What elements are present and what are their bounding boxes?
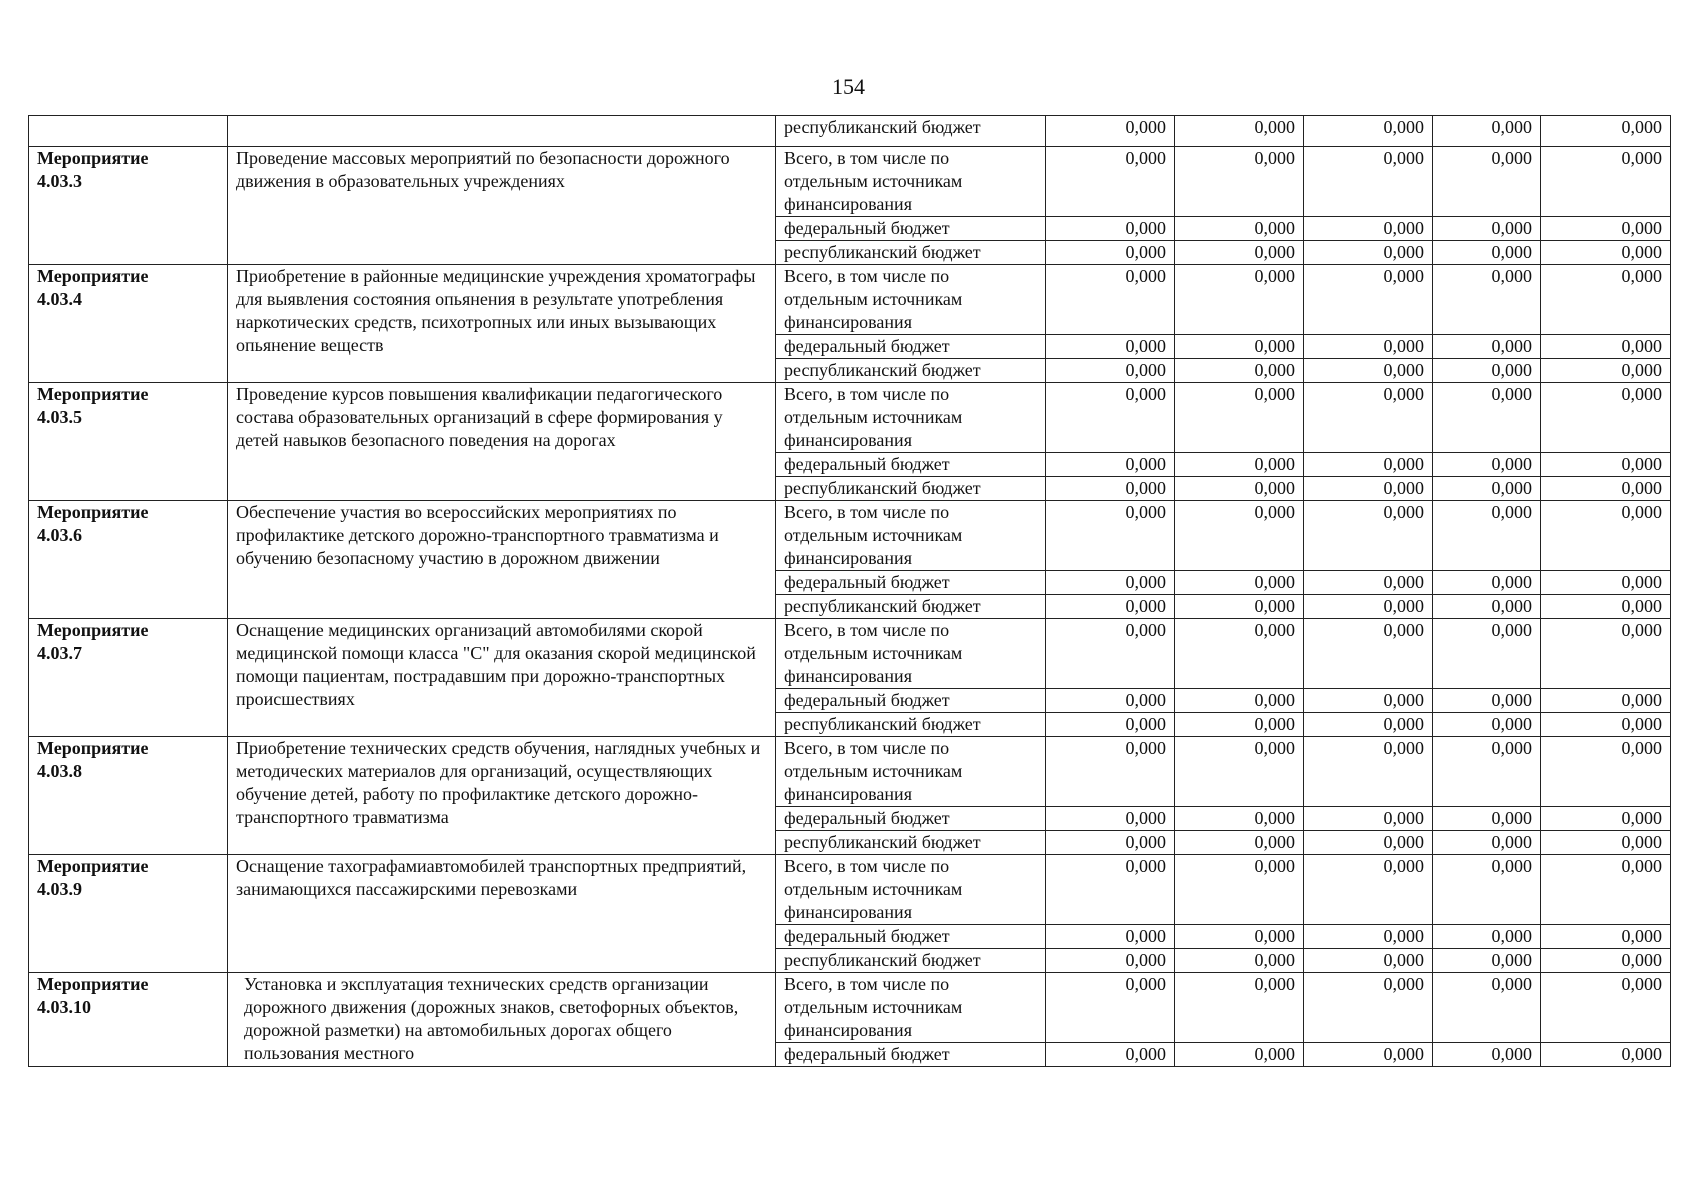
amount-cell: 0,000: [1304, 713, 1433, 737]
amount-cell: 0,000: [1046, 1043, 1175, 1067]
amount-cell: 0,000: [1304, 855, 1433, 925]
amount-cell: 0,000: [1541, 1043, 1671, 1067]
amount-cell: 0,000: [1433, 737, 1541, 807]
amount-cell: 0,000: [1175, 241, 1304, 265]
funding-source: республиканский бюджет: [776, 713, 1046, 737]
amount-cell: 0,000: [1541, 453, 1671, 477]
amount-cell: 0,000: [1304, 265, 1433, 335]
funding-source: республиканский бюджет: [776, 116, 1046, 147]
amount-cell: 0,000: [1541, 737, 1671, 807]
amount-cell: 0,000: [1046, 713, 1175, 737]
amount-cell: 0,000: [1175, 335, 1304, 359]
amount-cell: 0,000: [1175, 383, 1304, 453]
measure-code-cell: [29, 147, 228, 265]
amount-cell: 0,000: [1304, 595, 1433, 619]
amount-cell: 0,000: [1175, 689, 1304, 713]
amount-cell: 0,000: [1541, 335, 1671, 359]
funding-source: республиканский бюджет: [776, 241, 1046, 265]
amount-cell: 0,000: [1433, 335, 1541, 359]
amount-cell: 0,000: [1541, 619, 1671, 689]
amount-cell: 0,000: [1433, 241, 1541, 265]
measure-code-label: Мероприятие: [37, 974, 149, 994]
measure-code-number: 4.03.4: [37, 289, 82, 309]
amount-cell: 0,000: [1433, 571, 1541, 595]
amount-cell: 0,000: [1304, 619, 1433, 689]
measure-description: Оснащение тахографамиавтомобилей транспортных предприятий, занимающихся пассажирскими перевозками: [228, 855, 776, 973]
amount-cell: 0,000: [1541, 807, 1671, 831]
amount-cell: 0,000: [1541, 383, 1671, 453]
table-row: [29, 116, 1671, 147]
amount-cell: 0,000: [1046, 335, 1175, 359]
amount-cell: 0,000: [1541, 571, 1671, 595]
measure-code-label: Мероприятие: [37, 502, 149, 522]
amount-cell: 0,000: [1304, 973, 1433, 1043]
amount-cell: 0,000: [1175, 453, 1304, 477]
measure-code-cell: [29, 116, 228, 147]
amount-cell: 0,000: [1304, 241, 1433, 265]
amount-cell: 0,000: [1433, 116, 1541, 147]
amount-cell: 0,000: [1541, 831, 1671, 855]
amount-cell: 0,000: [1175, 265, 1304, 335]
amount-cell: 0,000: [1046, 571, 1175, 595]
amount-cell: 0,000: [1304, 949, 1433, 973]
amount-cell: 0,000: [1433, 949, 1541, 973]
amount-cell: 0,000: [1304, 453, 1433, 477]
measure-code-label: Мероприятие: [37, 266, 149, 286]
amount-cell: 0,000: [1541, 265, 1671, 335]
amount-cell: 0,000: [1175, 713, 1304, 737]
funding-source: Всего, в том числе по отдельным источникам финансирования: [776, 265, 1046, 335]
amount-cell: 0,000: [1304, 335, 1433, 359]
measure-code-label: Мероприятие: [37, 738, 149, 758]
budget-table-body: [29, 116, 1671, 1067]
measure-code-number: 4.03.3: [37, 171, 82, 191]
amount-cell: 0,000: [1175, 147, 1304, 217]
measure-code-number: 4.03.9: [37, 879, 82, 899]
table-row: [29, 501, 1671, 571]
funding-source: республиканский бюджет: [776, 949, 1046, 973]
measure-code-number: 4.03.10: [37, 997, 91, 1017]
measure-code-label: Мероприятие: [37, 384, 149, 404]
amount-cell: 0,000: [1433, 689, 1541, 713]
amount-cell: 0,000: [1175, 477, 1304, 501]
table-row: [29, 147, 1671, 217]
funding-source: федеральный бюджет: [776, 925, 1046, 949]
amount-cell: 0,000: [1304, 807, 1433, 831]
amount-cell: 0,000: [1433, 925, 1541, 949]
measure-description-cell: [228, 116, 776, 147]
amount-cell: 0,000: [1175, 595, 1304, 619]
funding-source: федеральный бюджет: [776, 689, 1046, 713]
measure-code-label: Мероприятие: [37, 620, 149, 640]
measure-code-cell: [29, 383, 228, 501]
amount-cell: 0,000: [1541, 501, 1671, 571]
amount-cell: 0,000: [1304, 217, 1433, 241]
measure-code-cell: [29, 737, 228, 855]
amount-cell: 0,000: [1304, 383, 1433, 453]
measure-code-number: 4.03.7: [37, 643, 82, 663]
measure-description: Приобретение технических средств обучения, наглядных учебных и методических материалов для организаций, осуществляющих обучение детей, работу по профилактике детского дорожно-транспортного травматизма: [228, 737, 776, 855]
measure-code-cell: [29, 501, 228, 619]
amount-cell: 0,000: [1541, 973, 1671, 1043]
amount-cell: 0,000: [1304, 477, 1433, 501]
funding-source: республиканский бюджет: [776, 595, 1046, 619]
amount-cell: 0,000: [1046, 383, 1175, 453]
amount-cell: 0,000: [1046, 831, 1175, 855]
amount-cell: 0,000: [1304, 147, 1433, 217]
amount-cell: 0,000: [1433, 1043, 1541, 1067]
amount-cell: 0,000: [1541, 949, 1671, 973]
table-row: [29, 737, 1671, 807]
amount-cell: 0,000: [1433, 619, 1541, 689]
measure-code-label: Мероприятие: [37, 148, 149, 168]
amount-cell: 0,000: [1046, 595, 1175, 619]
amount-cell: 0,000: [1175, 501, 1304, 571]
funding-source: федеральный бюджет: [776, 217, 1046, 241]
amount-cell: 0,000: [1175, 973, 1304, 1043]
amount-cell: 0,000: [1046, 217, 1175, 241]
amount-cell: 0,000: [1046, 855, 1175, 925]
amount-cell: 0,000: [1433, 831, 1541, 855]
funding-source: Всего, в том числе по отдельным источникам финансирования: [776, 737, 1046, 807]
amount-cell: 0,000: [1433, 973, 1541, 1043]
amount-cell: 0,000: [1304, 831, 1433, 855]
amount-cell: 0,000: [1175, 925, 1304, 949]
measure-code-number: 4.03.6: [37, 525, 82, 545]
amount-cell: 0,000: [1304, 571, 1433, 595]
amount-cell: 0,000: [1433, 713, 1541, 737]
funding-source: федеральный бюджет: [776, 1043, 1046, 1067]
measure-code-number: 4.03.8: [37, 761, 82, 781]
amount-cell: 0,000: [1046, 147, 1175, 217]
amount-cell: 0,000: [1541, 116, 1671, 147]
amount-cell: 0,000: [1541, 241, 1671, 265]
page-number: 154: [832, 74, 865, 99]
measure-code-cell: [29, 265, 228, 383]
amount-cell: 0,000: [1433, 501, 1541, 571]
amount-cell: 0,000: [1541, 595, 1671, 619]
table-row: [29, 855, 1671, 925]
amount-cell: 0,000: [1433, 265, 1541, 335]
amount-cell: 0,000: [1046, 689, 1175, 713]
amount-cell: 0,000: [1433, 477, 1541, 501]
amount-cell: 0,000: [1541, 217, 1671, 241]
amount-cell: 0,000: [1175, 831, 1304, 855]
amount-cell: 0,000: [1433, 359, 1541, 383]
amount-cell: 0,000: [1046, 949, 1175, 973]
measure-description: Приобретение в районные медицинские учреждения хроматографы для выявления состояния опьянения в результате употребления наркотических средств, психотропных или иных вызывающих опьянение веществ: [228, 265, 776, 383]
amount-cell: 0,000: [1175, 116, 1304, 147]
funding-source: федеральный бюджет: [776, 335, 1046, 359]
funding-source: республиканский бюджет: [776, 359, 1046, 383]
measure-code-cell: [29, 855, 228, 973]
amount-cell: 0,000: [1304, 689, 1433, 713]
table-row: [29, 973, 1671, 1043]
funding-source: республиканский бюджет: [776, 477, 1046, 501]
amount-cell: 0,000: [1433, 453, 1541, 477]
amount-cell: 0,000: [1175, 1043, 1304, 1067]
budget-table: [28, 115, 1671, 1067]
measure-description: Проведение массовых мероприятий по безопасности дорожного движения в образовательных учреждениях: [228, 147, 776, 265]
amount-cell: 0,000: [1175, 855, 1304, 925]
amount-cell: 0,000: [1433, 147, 1541, 217]
amount-cell: 0,000: [1541, 855, 1671, 925]
measure-code-label: Мероприятие: [37, 856, 149, 876]
amount-cell: 0,000: [1541, 359, 1671, 383]
amount-cell: 0,000: [1541, 713, 1671, 737]
amount-cell: 0,000: [1175, 949, 1304, 973]
amount-cell: 0,000: [1046, 973, 1175, 1043]
funding-source: Всего, в том числе по отдельным источникам финансирования: [776, 383, 1046, 453]
funding-source: Всего, в том числе по отдельным источникам финансирования: [776, 147, 1046, 217]
amount-cell: 0,000: [1175, 807, 1304, 831]
amount-cell: 0,000: [1304, 925, 1433, 949]
funding-source: федеральный бюджет: [776, 453, 1046, 477]
measure-description: Установка и эксплуатация технических средств организации дорожного движения (дорожных знаков, светофорных объектов, дорожной разметки) на автомобильных дорогах общего пользования местного: [228, 973, 776, 1067]
amount-cell: 0,000: [1046, 265, 1175, 335]
funding-source: Всего, в том числе по отдельным источникам финансирования: [776, 619, 1046, 689]
amount-cell: 0,000: [1175, 737, 1304, 807]
amount-cell: 0,000: [1046, 619, 1175, 689]
amount-cell: 0,000: [1046, 241, 1175, 265]
amount-cell: 0,000: [1433, 855, 1541, 925]
amount-cell: 0,000: [1046, 359, 1175, 383]
table-row: [29, 265, 1671, 335]
amount-cell: 0,000: [1433, 807, 1541, 831]
amount-cell: 0,000: [1175, 619, 1304, 689]
amount-cell: 0,000: [1304, 359, 1433, 383]
funding-source: Всего, в том числе по отдельным источникам финансирования: [776, 855, 1046, 925]
amount-cell: 0,000: [1433, 595, 1541, 619]
measure-code-cell: [29, 619, 228, 737]
funding-source: Всего, в том числе по отдельным источникам финансирования: [776, 501, 1046, 571]
table-row: [29, 619, 1671, 689]
funding-source: федеральный бюджет: [776, 571, 1046, 595]
amount-cell: 0,000: [1541, 147, 1671, 217]
amount-cell: 0,000: [1046, 925, 1175, 949]
measure-description: Обеспечение участия во всероссийских мероприятиях по профилактике детского дорожно-транспортного травматизма и обучению безопасному участию в дорожном движении: [228, 501, 776, 619]
funding-source: Всего, в том числе по отдельным источникам финансирования: [776, 973, 1046, 1043]
amount-cell: 0,000: [1046, 477, 1175, 501]
amount-cell: 0,000: [1046, 807, 1175, 831]
funding-source: федеральный бюджет: [776, 807, 1046, 831]
amount-cell: 0,000: [1304, 501, 1433, 571]
funding-source: республиканский бюджет: [776, 831, 1046, 855]
amount-cell: 0,000: [1175, 571, 1304, 595]
amount-cell: 0,000: [1175, 359, 1304, 383]
table-row: [29, 383, 1671, 453]
amount-cell: 0,000: [1541, 477, 1671, 501]
amount-cell: 0,000: [1433, 383, 1541, 453]
amount-cell: 0,000: [1541, 925, 1671, 949]
amount-cell: 0,000: [1304, 116, 1433, 147]
amount-cell: 0,000: [1304, 1043, 1433, 1067]
measure-description: Оснащение медицинских организаций автомобилями скорой медицинской помощи класса "С" для оказания скорой медицинской помощи пациентам, пострадавшим при дорожно-транспортных происшествиях: [228, 619, 776, 737]
measure-code-number: 4.03.5: [37, 407, 82, 427]
amount-cell: 0,000: [1046, 116, 1175, 147]
amount-cell: 0,000: [1046, 501, 1175, 571]
measure-code-cell: [29, 973, 228, 1067]
measure-description: Проведение курсов повышения квалификации педагогического состава образовательных организаций в сфере формирования у детей навыков безопасного поведения на дорогах: [228, 383, 776, 501]
amount-cell: 0,000: [1175, 217, 1304, 241]
amount-cell: 0,000: [1304, 737, 1433, 807]
amount-cell: 0,000: [1433, 217, 1541, 241]
amount-cell: 0,000: [1046, 453, 1175, 477]
amount-cell: 0,000: [1046, 737, 1175, 807]
amount-cell: 0,000: [1541, 689, 1671, 713]
